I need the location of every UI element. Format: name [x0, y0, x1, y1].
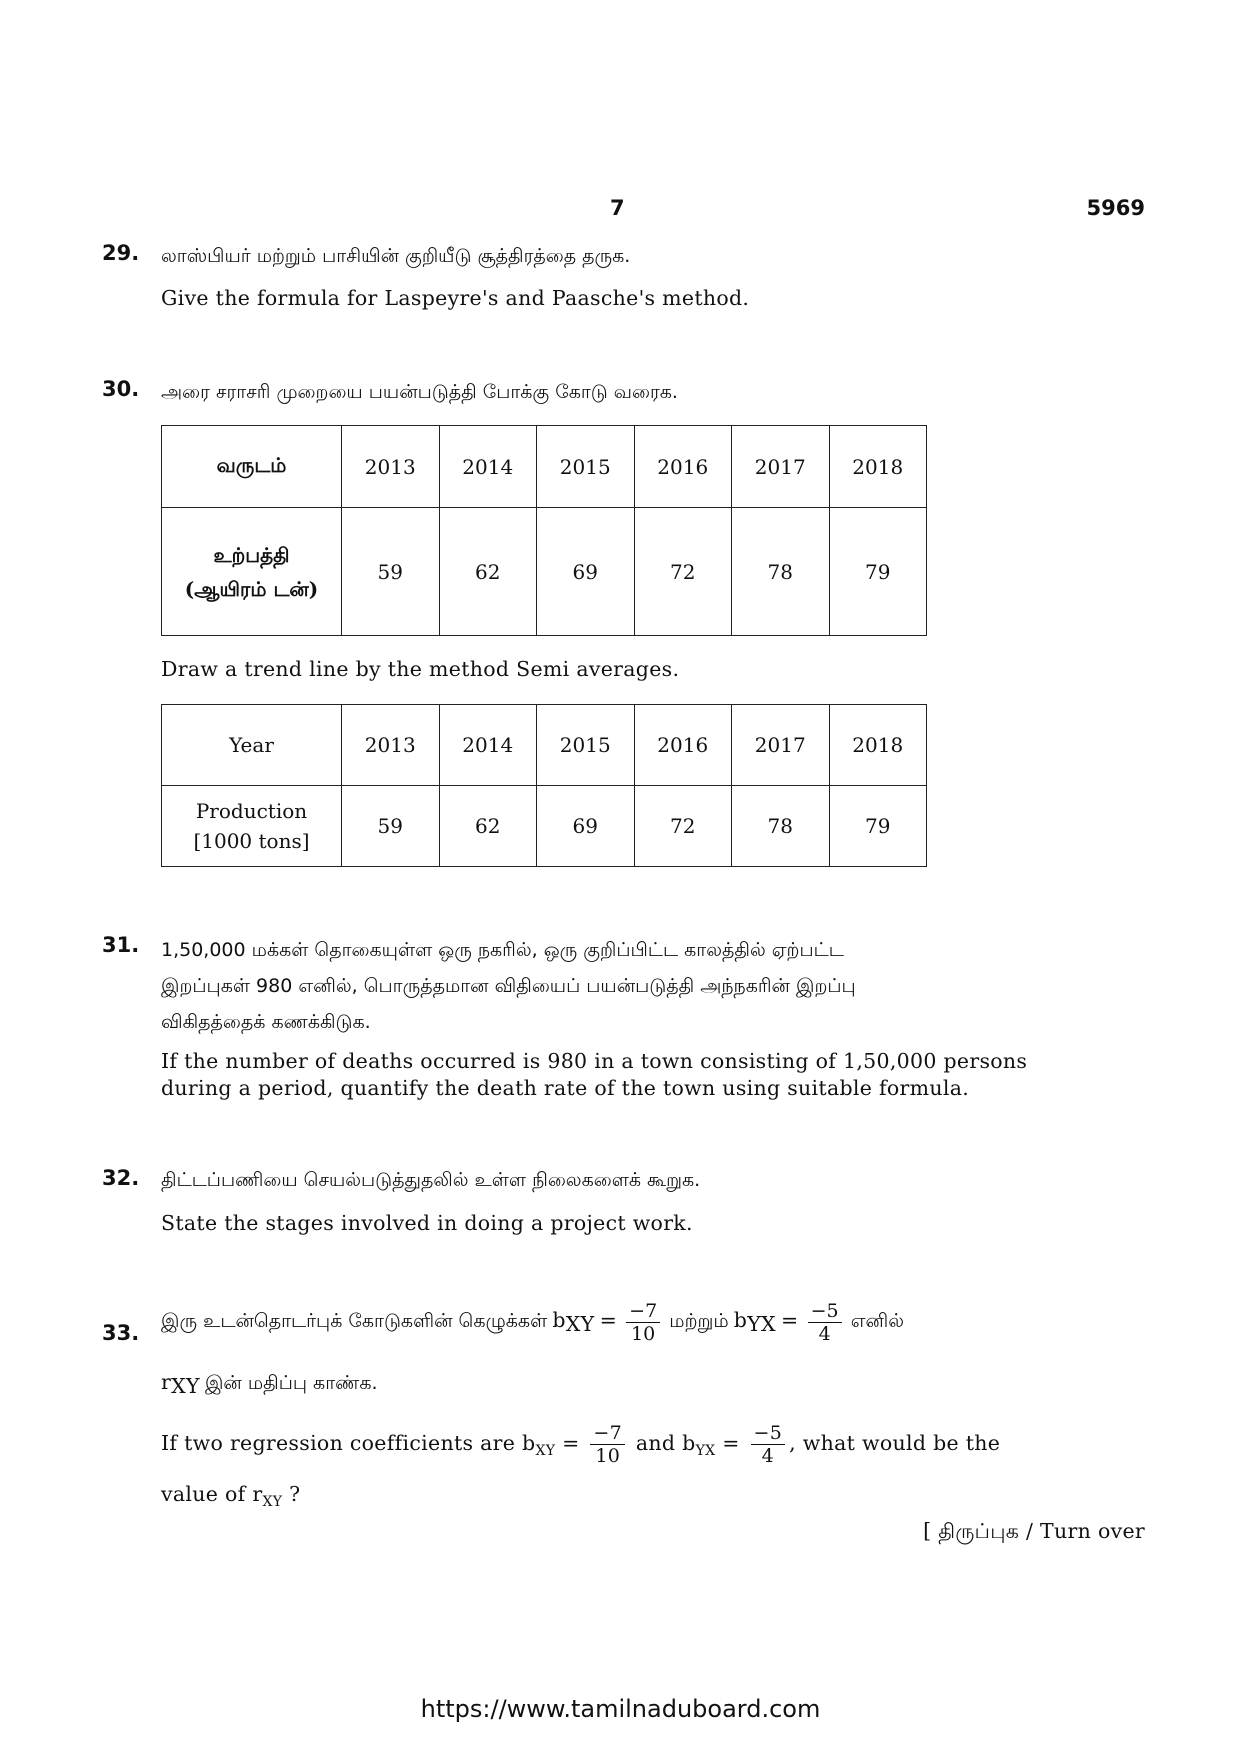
q33-english-line1	[161, 1422, 1081, 1467]
fraction-numerator: −7	[626, 1300, 660, 1323]
q33-english-value-of: value of	[161, 1482, 246, 1506]
value-cell: 62	[439, 786, 537, 867]
q33-english-text: If two regression coefficients are	[161, 1431, 516, 1455]
q32-tamil: திட்டப்பணியை செயல்படுத்துதலில் உள்ள நிலைகளைக் கூறுக.	[161, 1169, 701, 1191]
year-cell: 2016	[634, 705, 732, 786]
value-cell: 59	[342, 508, 440, 636]
year-cell: 2016	[634, 426, 732, 508]
fraction-bxy	[626, 1300, 660, 1345]
q31-tamil-line2: இறப்புகள் 980 எனில், பொருத்தமான விதியைப் பயன்படுத்தி அந்நகரின் இறப்பு	[161, 975, 856, 997]
equals-sign: =	[599, 1308, 618, 1332]
r-symbol: r	[252, 1482, 263, 1506]
q31-tamil	[161, 932, 1081, 1040]
fraction-numerator: −5	[808, 1300, 842, 1323]
paper-code: 5969	[1086, 196, 1145, 220]
question-number-29: 29.	[102, 241, 140, 265]
fraction-denominator: 10	[631, 1323, 656, 1345]
q31-english-line2: during a period, quantify the death rate of the town using suitable formula.	[161, 1076, 970, 1100]
year-cell: 2014	[439, 705, 537, 786]
production-unit-en: [1000 tons]	[193, 829, 310, 853]
table-header-year-ta: வருடம்	[162, 426, 342, 508]
value-cell: 79	[829, 508, 927, 636]
q33-tamil-and: மற்றும்	[669, 1310, 729, 1332]
year-cell: 2015	[537, 705, 635, 786]
q33-tamil-text: இரு உடன்தொடர்புக் கோடுகளின் கெழுக்கள்	[161, 1310, 548, 1332]
table-header-production-ta	[162, 508, 342, 636]
fraction-denominator: 10	[595, 1445, 621, 1467]
turn-over-note: [ திருப்புக / Turn over	[923, 1519, 1145, 1543]
q33-tamil-line1	[161, 1300, 1081, 1345]
q30-english-table	[161, 704, 927, 867]
table-header-year-en: Year	[162, 705, 342, 786]
year-cell: 2013	[342, 705, 440, 786]
q30-tamil: அரை சராசரி முறையை பயன்படுத்தி போக்கு கோடு வரைக.	[161, 381, 678, 403]
r-symbol: r	[161, 1370, 172, 1394]
value-cell: 72	[634, 786, 732, 867]
q32-english: State the stages involved in doing a project work.	[161, 1211, 693, 1235]
value-cell: 69	[537, 786, 635, 867]
fraction-byx	[808, 1300, 842, 1345]
equals-sign: =	[562, 1431, 580, 1455]
q33-english-line2	[161, 1480, 1081, 1516]
question-number-30: 30.	[102, 377, 140, 401]
subscript-xy: XY	[565, 1312, 595, 1337]
page-number: 7	[610, 196, 625, 220]
question-mark: ?	[289, 1482, 301, 1506]
fraction-bxy	[590, 1422, 625, 1467]
production-unit-ta: (ஆயிரம் டன்)	[184, 576, 319, 601]
year-cell: 2017	[732, 705, 830, 786]
subscript-xy: XY	[171, 1374, 200, 1399]
q33-tamil-find: இன் மதிப்பு காண்க.	[204, 1372, 378, 1394]
value-cell: 79	[829, 786, 927, 867]
subscript-xy: XY	[262, 1494, 283, 1511]
value-cell: 72	[634, 508, 732, 636]
year-cell: 2013	[342, 426, 440, 508]
fraction-byx	[751, 1422, 786, 1467]
value-cell: 62	[439, 508, 537, 636]
production-label-en: Production	[195, 799, 308, 823]
b-symbol: b	[682, 1431, 696, 1455]
table-header-production-en	[162, 786, 342, 867]
fraction-denominator: 4	[818, 1323, 831, 1345]
subscript-xy: XY	[535, 1443, 556, 1460]
value-cell: 78	[732, 786, 830, 867]
subscript-yx: YX	[747, 1312, 776, 1337]
value-cell: 59	[342, 786, 440, 867]
year-cell: 2015	[537, 426, 635, 508]
fraction-numerator: −5	[751, 1422, 786, 1445]
b-symbol: b	[733, 1308, 748, 1332]
question-number-31: 31.	[102, 933, 140, 957]
question-number-33: 33.	[102, 1321, 140, 1345]
equals-sign: =	[722, 1431, 740, 1455]
fraction-numerator: −7	[590, 1422, 625, 1445]
year-cell: 2014	[439, 426, 537, 508]
equals-sign: =	[781, 1308, 799, 1332]
value-cell: 78	[732, 508, 830, 636]
year-cell: 2018	[829, 705, 927, 786]
q31-english	[161, 1048, 1081, 1102]
b-symbol: b	[522, 1431, 536, 1455]
q31-english-line1: If the number of deaths occurred is 980 in a town consisting of 1,50,000 persons	[161, 1049, 1028, 1073]
q30-tamil-table	[161, 425, 927, 636]
q29-english: Give the formula for Laspeyre's and Paasche's method.	[161, 286, 750, 310]
q29-tamil: லாஸ்பியர் மற்றும் பாசியின் குறியீடு சூத்திரத்தை தருக.	[161, 245, 631, 267]
year-cell: 2017	[732, 426, 830, 508]
fraction-denominator: 4	[761, 1445, 775, 1467]
year-cell: 2018	[829, 426, 927, 508]
value-cell: 69	[537, 508, 635, 636]
source-url: https://www.tamilnaduboard.com	[420, 1695, 821, 1723]
q33-english-and: and	[635, 1431, 676, 1455]
subscript-yx: YX	[695, 1443, 716, 1460]
question-number-32: 32.	[102, 1166, 140, 1190]
production-label-ta: உற்பத்தி	[213, 542, 290, 567]
q31-tamil-line3: விகிதத்தைக் கணக்கிடுக.	[161, 1011, 371, 1033]
q33-english-text-end: , what would be the	[789, 1431, 1001, 1455]
q31-tamil-line1: 1,50,000 மக்கள் தொகையுள்ள ஒரு நகரில், ஒரு குறிப்பிட்ட காலத்தில் ஏற்பட்ட	[161, 939, 844, 961]
q30-english: Draw a trend line by the method Semi averages.	[161, 657, 680, 681]
q33-tamil-if: எனில்	[850, 1310, 905, 1332]
b-symbol: b	[552, 1308, 566, 1332]
q33-tamil-line2	[161, 1368, 1081, 1400]
